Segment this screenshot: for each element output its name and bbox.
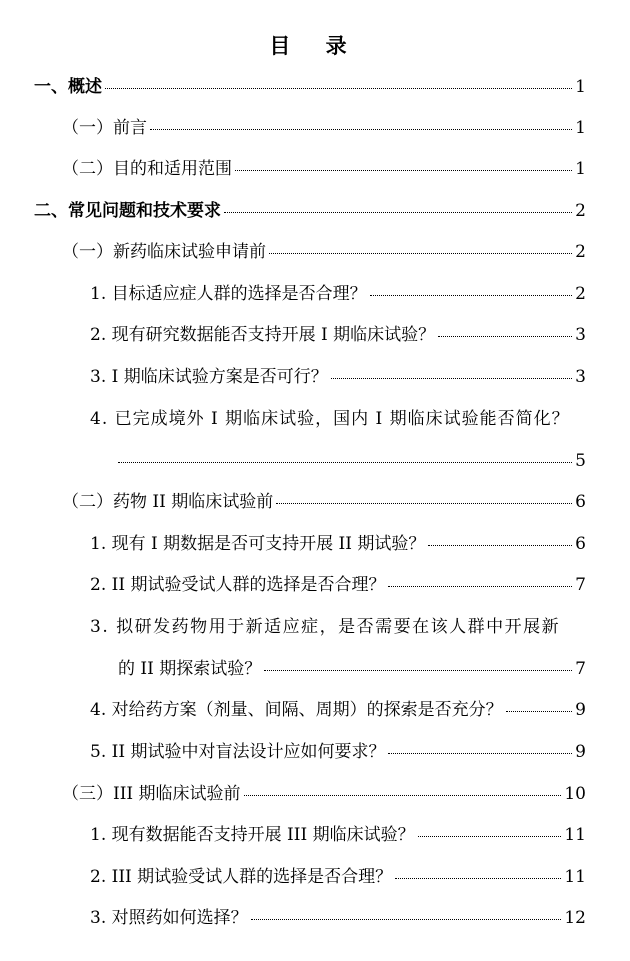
toc-entry-text: 1. 目标适应症人群的选择是否合理？ [90, 284, 367, 304]
toc-entry-text: （一）前言 [62, 118, 147, 138]
toc-entry-text-continued: 的 II 期探索试验？ [118, 659, 262, 679]
dot-leader [105, 88, 572, 89]
toc-page-number: 10 [564, 784, 586, 804]
toc-entry[interactable] [0, 529, 630, 559]
toc-entry[interactable] [0, 237, 630, 267]
dot-leader [276, 503, 572, 504]
toc-page-number: 2 [575, 201, 586, 221]
dot-leader [418, 836, 562, 837]
dot-leader [269, 253, 572, 254]
toc-entry-text: 1. 现有数据能否支持开展 III 期临床试验？ [90, 825, 415, 845]
dot-leader [331, 378, 572, 379]
toc-entry-text: 3. I 期临床试验方案是否可行？ [90, 367, 328, 387]
toc-entry[interactable] [0, 820, 630, 850]
toc-page-number: 11 [564, 867, 586, 887]
toc-entry-text: （三）III 期临床试验前 [62, 784, 241, 804]
dot-leader [224, 212, 572, 213]
toc-page-number: 7 [575, 575, 586, 595]
toc-entry-text: （二）目的和适用范围 [62, 159, 232, 179]
toc-entry[interactable] [0, 113, 630, 143]
dot-leader [428, 545, 572, 546]
dot-leader [388, 753, 572, 754]
toc-page-number: 9 [575, 700, 586, 720]
toc-entry-line2[interactable] [0, 654, 630, 684]
toc-page-number: 12 [564, 908, 586, 928]
dot-leader [244, 795, 562, 796]
dot-leader [235, 170, 572, 171]
toc-page-number: 1 [575, 77, 586, 97]
toc-entry-text: 2. II 期试验受试人群的选择是否合理？ [90, 575, 386, 595]
toc-entry-text: 2. 现有研究数据能否支持开展 I 期临床试验？ [90, 325, 436, 345]
dot-leader [150, 129, 572, 130]
toc-entry[interactable] [0, 362, 630, 392]
toc-page-number: 2 [575, 284, 586, 304]
toc-title: 目 录 [269, 34, 361, 58]
toc-entry[interactable] [0, 320, 630, 350]
toc-page-number: 7 [575, 659, 586, 679]
toc-entry[interactable] [0, 570, 630, 600]
toc-page-number: 3 [575, 367, 586, 387]
toc-entry[interactable] [0, 779, 630, 809]
dot-leader [506, 711, 573, 712]
toc-entry[interactable] [0, 903, 630, 933]
toc-entry[interactable] [0, 72, 630, 102]
toc-entry-line1[interactable] [0, 612, 630, 642]
toc-entry[interactable] [0, 196, 630, 226]
toc-entry-line1[interactable] [0, 404, 630, 434]
toc-entry[interactable] [0, 695, 630, 725]
toc-entry-text: 4. 已完成境外 I 期临床试验，国内 I 期临床试验能否简化？ [90, 409, 570, 429]
toc-entry-text: 5. II 期试验中对盲法设计应如何要求？ [90, 742, 386, 762]
toc-entry[interactable] [0, 154, 630, 184]
toc-entry[interactable] [0, 487, 630, 517]
toc-entry[interactable] [0, 279, 630, 309]
dot-leader [118, 462, 572, 463]
toc-entry-text: 2. III 期试验受试人群的选择是否合理？ [90, 867, 393, 887]
dot-leader [395, 878, 561, 879]
dot-leader [438, 336, 572, 337]
toc-page-number: 6 [575, 534, 586, 554]
toc-page-number: 5 [575, 451, 586, 471]
toc-page-number: 1 [575, 118, 586, 138]
dot-leader [388, 586, 572, 587]
dot-leader [264, 670, 572, 671]
dot-leader [251, 919, 562, 920]
toc-entry[interactable] [0, 737, 630, 767]
toc-page-number: 9 [575, 742, 586, 762]
toc-entry-text: （一）新药临床试验申请前 [62, 242, 266, 262]
toc-entry-text: 1. 现有 I 期数据是否可支持开展 II 期试验？ [90, 534, 426, 554]
toc-entry-text: 二、常见问题和技术要求 [34, 201, 221, 221]
toc-entry-text: （二）药物 II 期临床试验前 [62, 492, 274, 512]
toc-entry-text: 4. 对给药方案（剂量、间隔、周期）的探索是否充分？ [90, 700, 503, 720]
toc-page-number: 1 [575, 159, 586, 179]
dot-leader [370, 295, 573, 296]
toc-entry-text: 3. 拟研发药物用于新适应症，是否需要在该人群中开展新 [90, 617, 561, 637]
toc-page-number: 3 [575, 325, 586, 345]
toc-page-number: 2 [575, 242, 586, 262]
toc-page-number: 11 [564, 825, 586, 845]
toc-entry[interactable] [0, 862, 630, 892]
toc-page-number: 6 [575, 492, 586, 512]
toc-entry-line2[interactable] [0, 446, 630, 476]
toc-entry-text: 一、概述 [34, 77, 102, 97]
toc-entry-text: 3. 对照药如何选择？ [90, 908, 248, 928]
